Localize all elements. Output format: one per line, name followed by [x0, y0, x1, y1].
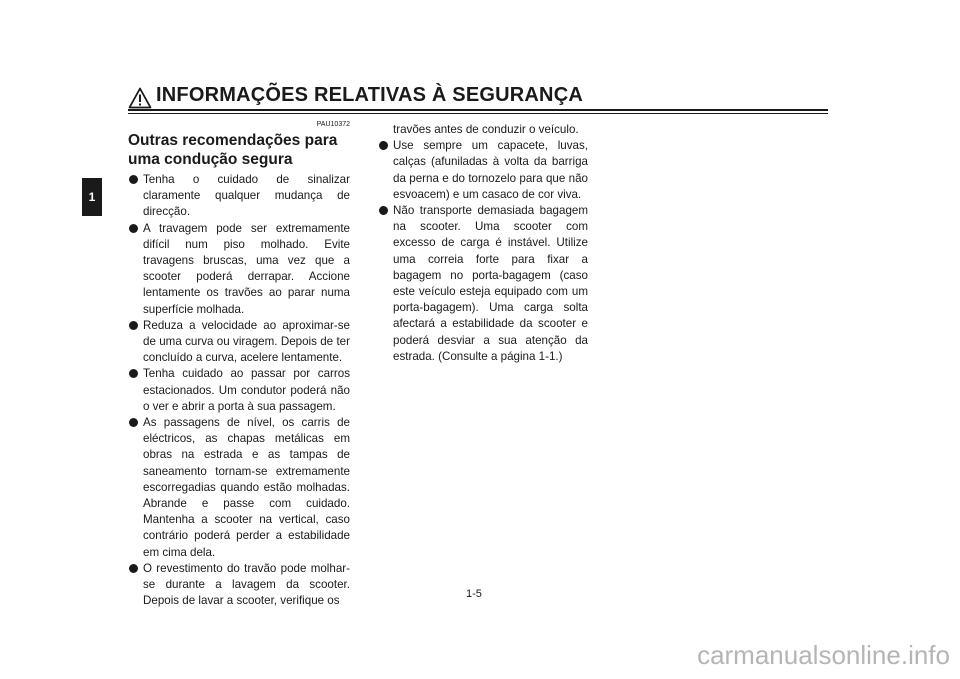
section-heading-line2: uma condução segura: [128, 151, 293, 168]
watermark: carmanualsonline.info: [697, 640, 950, 670]
list-item: Use sempre um capacete, luvas, calças (afuniladas à volta da barriga da perna e do tornozelo para que não esvoacem) e um casaco de cor viva.: [378, 138, 588, 203]
section-heading-line1: Outras recomendações para: [128, 132, 338, 149]
bullet-list-right: [378, 138, 588, 365]
chapter-tab: 1: [82, 178, 102, 216]
left-column: [128, 120, 350, 609]
list-item: Tenha cuidado ao passar por carros estacionados. Um condutor poderá não o ver e abrir a porta à sua passagem.: [128, 366, 350, 415]
page-header: [128, 84, 828, 114]
list-item: Tenha o cuidado de sinalizar claramente qualquer mudança de direcção.: [128, 172, 350, 221]
list-item: As passagens de nível, os carris de eléctricos, as chapas metálicas em obras na estrada e as tampas de saneamento tornam-se extremamente escorregadias quando estão molhadas. Abrande e passe com cuidado. Mantenha a scooter na vertical, caso contrário poderá perder a estabilidade em cima dela.: [128, 415, 350, 561]
list-item: Reduza a velocidade ao aproximar-se de uma curva ou viragem. Depois de ter concluído a curva, acelere lentamente.: [128, 318, 350, 367]
warning-triangle-icon: [128, 87, 152, 109]
section-heading: [128, 131, 350, 169]
section-code: PAU10372: [316, 121, 350, 128]
page-number: 1-5: [466, 588, 482, 600]
bullet-list-left: [128, 172, 350, 609]
header-rule: [128, 109, 828, 111]
header-rule-thin: [128, 113, 828, 114]
continued-text: travões antes de conduzir o veículo.: [393, 123, 579, 136]
right-column: [378, 122, 588, 365]
page-title: INFORMAÇÕES RELATIVAS À SEGURANÇA: [156, 84, 583, 106]
list-item: A travagem pode ser extremamente difícil num piso molhado. Evite travagens bruscas, uma vez que a scooter poderá derrapar. Accione lentamente os travões ao parar numa superfície molhada.: [128, 221, 350, 318]
list-item: O revestimento do travão pode molhar-se durante a lavagem da scooter. Depois de lavar a scooter, verifique os: [128, 561, 350, 610]
list-item: Não transporte demasiada bagagem na scooter. Uma scooter com excesso de carga é instável. Utilize uma correia forte para fixar a bagagem no porta-bagagem (caso este veículo esteja equipado com um porta-bagagem). Uma carga solta afectará a estabilidade da scooter e poderá desviar a sua atenção da estrada. (Consulte a página 1-1.): [378, 203, 588, 365]
